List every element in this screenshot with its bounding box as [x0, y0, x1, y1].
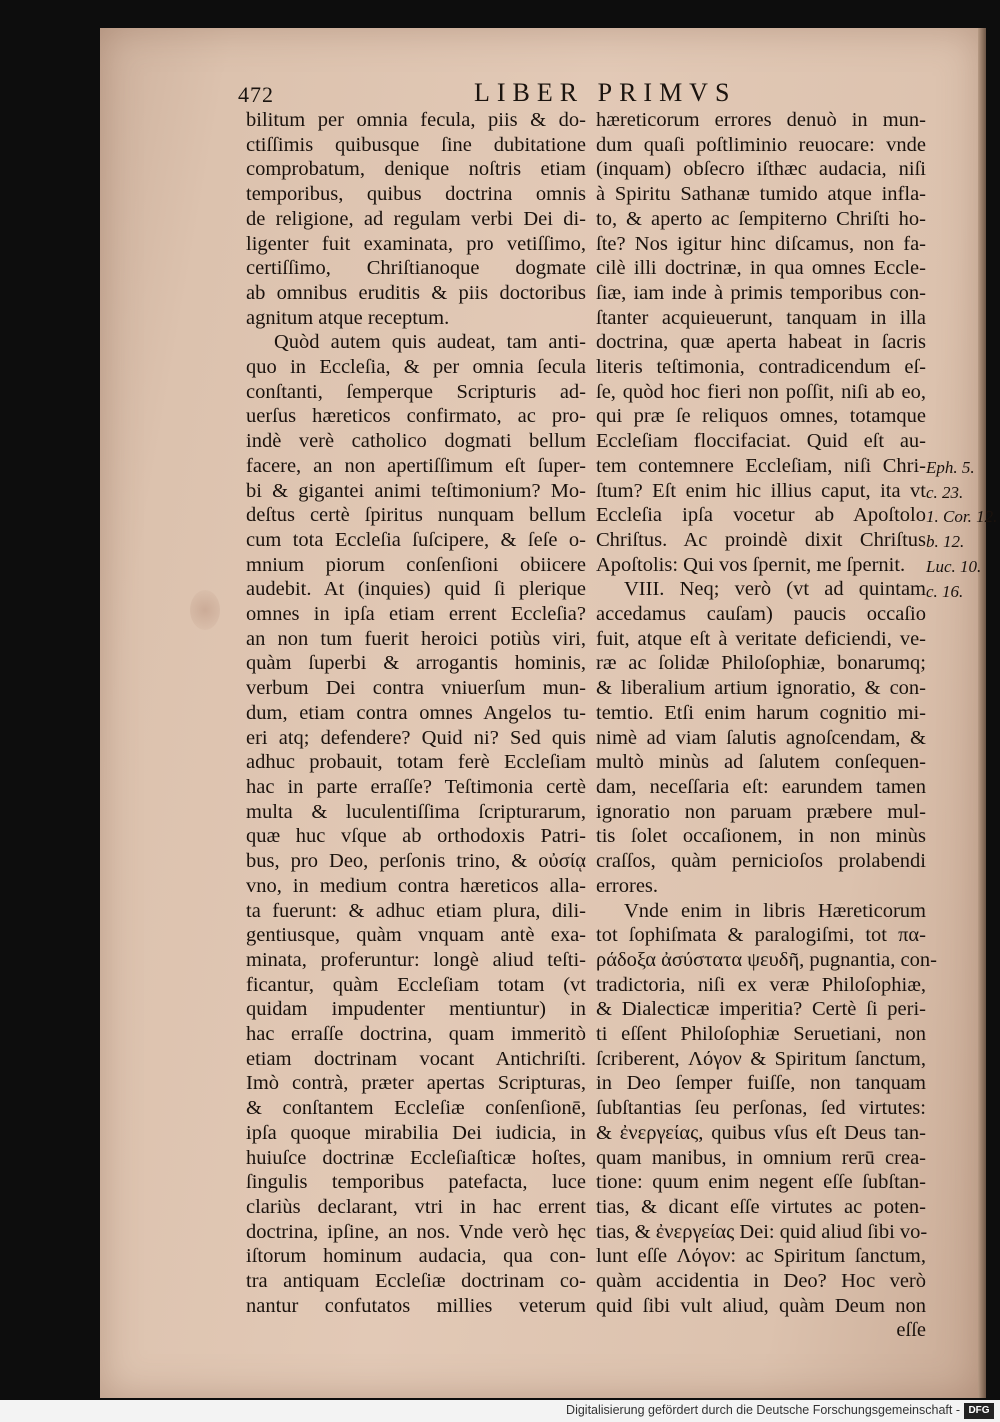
- text-line: iſtorum hominum audacia, qua con-: [246, 1245, 586, 1268]
- text-line: verbum Dei contra vniuerſum mun-: [246, 677, 586, 700]
- text-line: & liberalium artium ignoratio, & con-: [596, 677, 926, 700]
- text-line: quid ſibi vult aliud, quàm Deum non: [596, 1294, 926, 1317]
- text-line: agnitum atque receptum.: [246, 306, 450, 329]
- marginal-note: c. 16.: [926, 581, 964, 601]
- footer-bar: [0, 1400, 1000, 1422]
- page-header: [238, 78, 958, 108]
- text-line: (inquam) obſecro iſthæc audacia, niſi: [596, 158, 926, 181]
- text-line: tot ſophiſmata & paralogiſmi, tot πα-: [596, 924, 926, 947]
- text-line: adhuc probauit, totam ferè Eccleſiam: [246, 751, 586, 774]
- text-line: ab omnibus eruditis & piis doctoribus: [246, 281, 586, 304]
- text-line: cum tota Eccleſia ſuſcipere, & ſeſe o-: [246, 528, 586, 551]
- text-line: quo in Eccleſia, & per omnia ſecula: [246, 356, 586, 379]
- text-line: tis ſolet occaſionem, in non minùs: [596, 825, 926, 848]
- text-line: dum quaſi poſtliminio reuocare: vnde: [596, 133, 926, 156]
- text-line: ſtanter acquieuerunt, tanquam in illa: [596, 306, 926, 329]
- catchword: eſſe: [896, 1319, 926, 1342]
- text-line: gentiusque, quàm vnquam antè exa-: [246, 924, 586, 947]
- text-line: tra antiquam Eccleſiæ doctrinam co-: [246, 1270, 586, 1293]
- text-line: cilè illi doctrinæ, in qua omnes Eccle-: [596, 257, 926, 280]
- page-edge: [978, 28, 986, 1398]
- text-line: facere, an non apertiſſimum eſt ſuper-: [246, 454, 586, 477]
- text-line: Imò contrà, præter apertas Scripturas,: [246, 1072, 586, 1095]
- text-line: tem contemnere Eccleſiam, niſi Chri-: [596, 454, 926, 477]
- text-line: an non tum fuerit heroici potiùs viri,: [246, 627, 586, 650]
- text-line: à Spiritu Sathanæ tumido atque infla-: [596, 183, 926, 206]
- text-line: clariùs declarant, vtri in hac errent: [246, 1195, 586, 1218]
- text-line: ſiæ, iam inde à primis temporibus con-: [596, 281, 926, 304]
- text-line: quàm accidentia in Deo? Hoc verò: [596, 1270, 926, 1293]
- marginal-note: Luc. 10.: [926, 556, 982, 576]
- text-line: vno, in medium contra hæreticos alla-: [246, 874, 586, 897]
- text-line: quam manibus, in omnium rerū crea-: [596, 1146, 926, 1169]
- text-line: & Dialecticæ imperitia? Certè ſi peri-: [596, 998, 926, 1021]
- text-line: mnium piorum conſenſioni obiicere: [246, 553, 586, 576]
- text-line: tione: quum enim negent eſſe ſubſtan-: [596, 1171, 926, 1194]
- text-line: quàm ſuperbi & arrogantis hominis,: [246, 652, 586, 675]
- text-line: ligenter fuit examinata, pro vetiſſimo,: [246, 232, 586, 255]
- text-line: ſtum? Eſt enim hic illius caput, ita vt: [596, 479, 926, 502]
- text-line: ράδοξα ἀσύστατα ψευδῆ, pugnantia, con-: [596, 948, 937, 971]
- text-line: etiam doctrinam vocant Antichriſti.: [246, 1047, 586, 1070]
- text-line: omnes in ipſa etiam errent Eccleſia?: [246, 603, 586, 626]
- marginal-note: c. 23.: [926, 482, 964, 502]
- text-line: ficantur, quàm Eccleſiam totam (vt: [246, 973, 586, 996]
- text-line: huiuſce doctrinæ Eccleſiaſticæ hoſtes,: [246, 1146, 586, 1169]
- text-line: Quòd autem quis audeat, tam anti-: [274, 331, 586, 354]
- marginal-note: 1. Cor. 12.: [926, 507, 998, 527]
- text-line: errores.: [596, 874, 659, 897]
- text-line: ſte? Nos igitur hinc diſcamus, non fa-: [596, 232, 926, 255]
- text-line: dum, etiam contra omnes Angelos tu-: [246, 701, 586, 724]
- text-line: ræ ac ſolidæ Philoſophiæ, bonarumq;: [596, 652, 926, 675]
- text-line: doctrina, quæ aperta habeat in ſacris: [596, 331, 926, 354]
- text-line: ſcriberent, Λόγον & Spiritum ſanctum,: [596, 1047, 926, 1070]
- text-line: conſtanti, ſemperque Scripturis ad-: [246, 380, 586, 403]
- text-line: dam, neceſſaria eſt: earundem tamen: [596, 775, 926, 798]
- text-line: uerſus hæreticos confirmato, ac pro-: [246, 405, 586, 428]
- text-line: temtio. Etſi enim harum cognitio mi-: [596, 701, 926, 724]
- marginal-note: b. 12.: [926, 532, 965, 552]
- text-line: ignoratio non paruam præbere mul-: [596, 800, 926, 823]
- text-line: nantur confutatos millies veterum: [246, 1294, 586, 1317]
- text-line: ctiſſimis quibusque ſine dubitatione: [246, 133, 586, 156]
- text-line: bilitum per omnia fecula, piis & do-: [246, 109, 586, 131]
- text-line: VIII. Neq; verò (vt ad quintam: [624, 578, 926, 601]
- text-line: quæ huc vſque ab orthodoxis Patri-: [246, 825, 586, 848]
- text-line: audebit. At (inquies) quid ſi plerique: [246, 578, 586, 601]
- text-line: bus, pro Deo, perſonis trino, & οὐσίᾳ: [246, 850, 586, 873]
- text-line: ſubſtantias ſeu perſonas, ſed virtutes:: [596, 1097, 926, 1120]
- text-line: ſingulis temporibus patefacta, luce: [246, 1171, 586, 1194]
- text-line: nimè ad viam ſalutis agnoſcendam, &: [596, 726, 926, 749]
- funding-notice: Digitalisierung gefördert durch die Deutsche Forschungsgemeinschaft -: [566, 1403, 960, 1417]
- text-line: Chriſtus. Ac proindè dixit Chriſtus: [596, 528, 926, 551]
- text-line: ipſa quoque mirabilia Dei iudicia, in: [246, 1121, 586, 1144]
- page-number: 472: [238, 82, 274, 107]
- text-line: accedamus cauſam) paucis occaſio: [596, 603, 926, 626]
- text-line: de religione, ad regulam verbi Dei di-: [246, 207, 586, 230]
- text-line: ſe, quòd hoc fieri non poſſit, niſi ab eo,: [596, 380, 926, 403]
- text-line: eri atq; defendere? Quid ni? Sed quis: [246, 726, 586, 749]
- text-line: tradictoria, niſi ex veræ Philoſophiæ,: [596, 973, 926, 996]
- text-line: in Deo ſemper fuiſſe, non tanquam: [596, 1072, 926, 1095]
- marginal-note: Eph. 5.: [926, 458, 975, 477]
- text-line: comprobatum, denique noſtris etiam: [246, 158, 586, 181]
- text-line: Eccleſiam floccifaciat. Quid eſt au-: [596, 430, 926, 453]
- text-line: & conſtantem Eccleſiæ conſenſionē,: [246, 1097, 586, 1120]
- text-line: temporibus, quibus doctrina omnis: [246, 183, 586, 206]
- text-line: Eccleſia ipſa vocetur ab Apoſtolo: [596, 504, 926, 527]
- text-line: deſtus certè ſpiritus nunquam bellum: [246, 504, 586, 527]
- text-line: lunt eſſe Λόγον: ac Spiritum ſanctum,: [596, 1245, 926, 1268]
- left-text-column: [246, 108, 586, 1318]
- text-line: indè verè catholico dogmati bellum: [246, 430, 586, 453]
- text-line: multò minùs ad ſalutem conſequen-: [596, 751, 926, 774]
- text-line: hac erraſſe doctrina, quam immeritò: [246, 1023, 586, 1046]
- paper-stain: [190, 590, 220, 630]
- text-line: hac in parte erraſſe? Teſtimonia certè: [246, 775, 586, 798]
- text-line: minata, proferuntur: longè aliud teſti-: [246, 948, 586, 971]
- text-line: fuit, atque eſt à veritate deficiendi, ve-: [596, 627, 926, 650]
- text-line: hæreticorum errores denuò in mun-: [596, 109, 926, 131]
- text-line: Apoſtolis: Qui vos ſpernit, me ſpernit.: [596, 553, 906, 576]
- text-line: tias, & dicant eſſe virtutes ac poten-: [596, 1195, 926, 1218]
- running-head: LIBER PRIMVS: [474, 78, 737, 107]
- text-line: ta fuerunt: & adhuc etiam plura, dili-: [246, 899, 586, 922]
- dfg-logo: DFG: [964, 1403, 994, 1419]
- text-line: quidam impudenter mentiuntur) in: [246, 998, 586, 1021]
- text-line: & ἐνεργείας, quibus vſus eſt Deus tan-: [596, 1121, 926, 1144]
- text-line: bi & gigantei animi teſtimonium? Mo-: [246, 479, 586, 502]
- text-line: multa & luculentiſſima ſcripturarum,: [246, 800, 586, 823]
- text-line: craſſos, quàm pernicioſos prolabendi: [596, 850, 926, 873]
- text-line: ti eſſent Philoſophiæ Seruetiani, non: [596, 1023, 926, 1046]
- text-line: to, & aperto ac ſempiterno Chriſti ho-: [596, 207, 926, 230]
- text-line: qui præ ſe reliquos omnes, totamque: [596, 405, 926, 428]
- text-line: Vnde enim in libris Hæreticorum: [624, 899, 926, 922]
- text-line: literis teſtimonia, contradicendum eſ-: [596, 356, 926, 379]
- text-line: tias, & ἐνεργείας Dei: quid aliud ſibi vo-: [596, 1220, 928, 1243]
- marginal-notes: [926, 456, 998, 604]
- text-line: doctrina, ipſine, an nos. Vnde verò hęc: [246, 1220, 586, 1243]
- right-text-column: [596, 108, 937, 1343]
- text-line: certiſſimo, Chriſtianoque dogmate: [246, 257, 586, 280]
